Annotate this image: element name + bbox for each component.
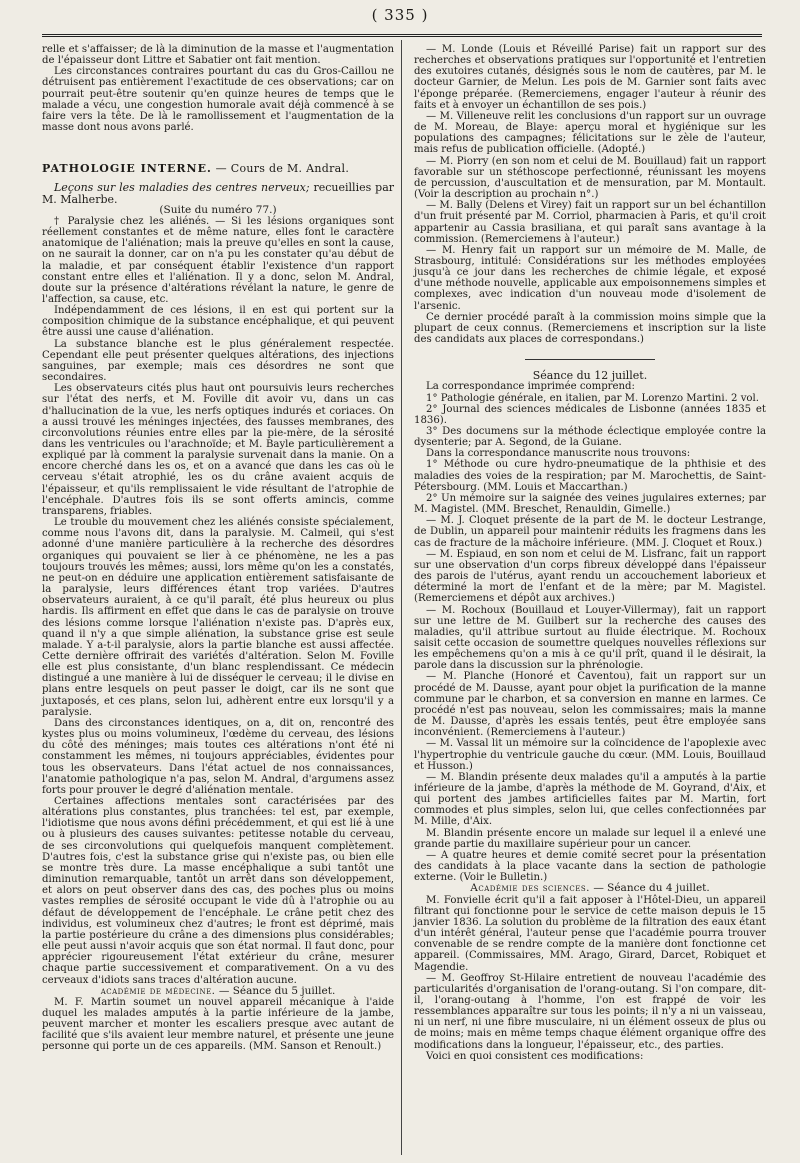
report-paragraph: — M. J. Cloquet présente de la part de M. le docteur Lestrange, de Dublin, un appareil pour maintenir réduits les fragmens dans les cas de fracture de la mâchoire inférieure. (MM. J. Cloquet et Roux.) — [414, 515, 766, 549]
academy-name: Académie des sciences. — [470, 882, 590, 895]
report-paragraph: — M. Piorry (en son nom et celui de M. Bouillaud) fait un rapport favorable sur un stéthoscope perfectionné, réunissant les moyens de percussion, d'auscultation et de mensuration, par M. Montault. (Voir la description au prochain n°.) — [414, 155, 766, 201]
report-paragraph: — M. Londe (Louis et Réveillé Parise) fait un rapport sur des recherches et observations pratiques sur l'opportunité et l'entretien des exutoires cutanés, désignés sous le nom de cautères, par M. le docteur Garnier, de Melun. Les pois de M. Garnier sont faits avec l'éponge préparée. (Remerciemens, engager l'auteur à réunir des faits et à envoyer un échantillon de ses pois.) — [414, 44, 766, 111]
section-title: PATHOLOGIE INTERNE. — [42, 162, 212, 176]
suite-note: (Suite du numéro 77.) — [159, 203, 277, 216]
report-paragraph: — M. Espiaud, en son nom et celui de M. Lisfranc, fait un rapport sur une observation d'un corps fibreux développé dans l'épaisseur des parois de l'utérus, ayant rendu un accouchement laborieux et déterminé la mort de l'enfant et de la mère; par M. Magistel. (Remerciemens et dépôt aux archives.) — [414, 548, 766, 605]
body-paragraph: La substance blanche est le plus généralement respectée. Cependant elle peut présenter quelques altérations, des injections sanguines, par exemple; mais ces désordres ne sont que secondaires. — [42, 338, 394, 384]
column-divider — [401, 40, 402, 1155]
report-paragraph: Dans la correspondance manuscrite nous trouvons: — [426, 448, 691, 460]
report-paragraph: M. Fonvielle écrit qu'il a fait apposer à l'Hôtel-Dieu, un appareil filtrant qui fonctionne pour le service de cette maison depuis le 15 janvier 1836. La solution du problème de la filtration des eaux étant d'un intérêt général, l'auteur pense que l'académie pourra trouver convenable de se rendre compte de la manière dont fonctionne cet appareil. (Commissaires, MM. Arago, Girard, Darcet, Robiquet et Magendie. — [414, 894, 766, 973]
body-paragraph: Le trouble du mouvement chez les aliénés consiste spécialement, comme nous l'avons dit, dans la paralysie. M. Calmeil, qui s'est adonné d'une manière particulière à la recherche des désordres organiques qui pouvaient se lier à ce phénomène, ne les a pas toujours trouvés les mêmes; aussi, lors même qu'on les a constatés, ne peut-on en déduire une application entièrement satisfaisante de la paralysie, leurs différences étant trop variées. D'autres observateurs auraient, à ce qu'il paraît, été plus heureux ou plus hardis. Ils affirment en effet que dans le cas de paralysie on trouve des lésions comme lorsque l'aliénation n'existe pas. D'après eux, quand il n'y a que simple aliénation, la substance grise est seule malade. Y a-t-il paralysie, alors la partie blanche est aussi affectée. Cette dernière offrirait des variétés d'altération. Selon M. Foville elle est plus consistante, d'un blanc resplendissant. Ce médecin distingué a une manière à lui de disséquer le cerveau; il le divise en plans entre lesquels on peut passer le doigt, car ils ne sont que juxtaposés, et ces plans, selon lui, adhèrent entre eux lorsqu'il y a paralysie. — [42, 517, 394, 718]
body-paragraph: Les observateurs cités plus haut ont poursuivis leurs recherches sur l'état des nerfs, et M. Foville dit avoir vu, dans un cas d'hallucination de la vue, les nerfs optiques indurés et coriaces. On a aussi trouvé les méninges injectées, des fausses membranes, des circonvolutions réunies entre elles par la pie-mère, de la sérosité dans les ventricules ou l'arachnoïde; et M. Bayle particulièrement a expliqué par là comment la paralysie survenait dans la manie. On a encore cherché dans les os, et on a avancé que dans les cas où le cerveau s'était atrophié, les os du crâne avaient acquis de l'épaisseur, et qu'ils remplissaient le vide résultant de l'atrophie de l'encéphale. D'autres fois ils se sont offerts amincis, comme transparens, friables. — [42, 383, 394, 517]
report-paragraph: — M. Bally (Delens et Virey) fait un rapport sur un bel échantillon d'un fruit présenté par M. Corriol, pharmacien à Paris, et qu'il croit appartenir au Cassia brasiliana, et qui paraît sans avantage à la commission. (Remerciemens à l'auteur.) — [414, 200, 766, 245]
academy-session: — Séance du 5 juillet. — [218, 984, 336, 997]
header-rule — [42, 34, 762, 37]
report-paragraph: — M. Vassal lit un mémoire sur la coïncidence de l'apoplexie avec l'hypertrophie du ventricule gauche du cœur. (MM. Louis, Bouillaud et Husson.) — [414, 738, 766, 772]
report-paragraph: M. Blandin présente encore un malade sur lequel il a enlevé une grande partie du maxillaire supérieur pour un cancer. — [414, 827, 766, 850]
academy-name: académie de médecine. — [100, 984, 216, 997]
academy-session: — Séance du 4 juillet. — [593, 882, 710, 895]
section-heading — [42, 163, 394, 174]
report-paragraph: — M. Planche (Honoré et Caventou), fait un rapport sur un procédé de M. Dausse, ayant pour objet la purification de la manne commune par le charbon, et sa conversion en manne en larmes. Ce procédé n'est pas nouveau, selon les commissaires; mais la manne de M. Dausse, d'après les essais tentés, peut être employée sans inconvénient. (Remerciemens à l'auteur.) — [414, 671, 766, 739]
report-paragraph: — A quatre heures et demie comité secret pour la présentation des candidats à la place vacante dans la section de pathologie externe. (Voir le Bulletin.) — [414, 849, 766, 884]
right-column — [414, 44, 766, 1062]
seance-heading: Séance du 12 juillet. — [532, 369, 648, 383]
intro-paragraph: Les circonstances contraires pourtant du cas du Gros-Caillou ne détruisent pas entièrement l'exactitude de ces observations; car on pourrait peut-être soutenir qu'en quinze heures de temps que le malade a vécu, une congestion humorale avait déjà commencé à se faire vers la tête. De là le ramollissement et l'augmentation de la masse dont nous avons parlé. — [42, 66, 394, 134]
report-paragraph: 2° Journal des sciences médicales de Lisbonne (années 1835 et 1836). — [414, 403, 766, 426]
intro-paragraph: relle et s'affaisser; de là la diminution de la masse et l'augmentation de l'épaisseur dont Littre et Sabatier ont fait mention. — [42, 44, 394, 67]
report-paragraph: — M. Rochoux (Bouillaud et Louyer-Villermay), fait un rapport sur une lettre de M. Guilbert sur la recherche des causes des maladies, qu'il attribue surtout au fluide électrique. M. Rochoux saisit cette occasion de soumettre quelques nouvelles réflexions sur les empêchemens qu'on a mis à ce qu'il prît, quand il le désirait, la parole dans la discussion sur la phrénologie. — [414, 604, 766, 672]
academy-heading — [414, 883, 766, 894]
report-paragraph: 1° Pathologie générale, en italien, par M. Lorenzo Martini. 2 vol. — [426, 392, 759, 404]
lecture-title: Leçons sur les maladies des centres nerveux; — [54, 181, 310, 195]
section-course: — Cours de M. Andral. — [215, 162, 350, 176]
lecture-author: recueillies par M. Malherbe. — [42, 181, 395, 206]
lecture-title-line — [42, 182, 394, 204]
report-paragraph: — M. Blandin présente deux malades qu'il a amputés à la partie inférieure de la jambe, d'après la méthode de M. Goyrand, d'Aix, et qui portent des jambes artificielles faites par M. Martin, fort commodes et plus simples, selon lui, que celles confectionnées par M. Mille, d'Aix. — [414, 771, 766, 828]
report-paragraph: Ce dernier procédé paraît à la commission moins simple que la plupart de ceux connus. (Remerciemens et inscription sur la liste des candidats aux places de correspondans.) — [414, 311, 766, 346]
report-paragraph: 3° Des documens sur la méthode éclectique employée contre la dysenterie; par A. Segond, de la Guiane. — [414, 426, 766, 449]
report-paragraph: — M. Villeneuve relit les conclusions d'un rapport sur un ouvrage de M. Moreau, de Blaye: aperçu moral et hygiénique sur les populations des campagnes; félicitations sur le zèle de l'auteur, mais refus de publication officielle. (Adopté.) — [414, 110, 766, 156]
academy-heading — [42, 986, 394, 997]
report-paragraph: 2° Un mémoire sur la saignée des veines jugulaires externes; par M. Magistel. (MM. Breschet, Renauldin, Gimelle.) — [414, 492, 766, 516]
report-paragraph: 1° Méthode ou cure hydro-pneumatique de la phthisie et des maladies des voies de la respiration; par M. Marochettis, de Saint-Pétersbourg. (MM. Louis et Maccarthan.) — [414, 459, 766, 493]
academy-paragraph: M. F. Martin soumet un nouvel appareil mécanique à l'aide duquel les malades amputés à la partie inférieure de la jambe, peuvent marcher et monter les escaliers presque avec autant de facilité que s'ils avaient leur membre naturel, et présente une jeune personne qui porte un de ces appareils. (MM. Sanson et Renoult.) — [42, 996, 394, 1053]
section-divider — [525, 359, 655, 360]
report-paragraph: La correspondance imprimée comprend: — [426, 381, 635, 393]
report-paragraph: — M. Henry fait un rapport sur un mémoire de M. Malle, de Strasbourg, intitulé: Considérations sur les méthodes employées jusqu'à ce jour dans les recherches de chimie légale, et exposé d'une méthode nouvelle, applicable aux empoisonnemens simples et complexes, avec indication d'un nouveau mode d'isolement de l'arsenic. — [414, 244, 766, 312]
page-number: ( 335 ) — [371, 6, 429, 24]
body-paragraph: Indépendamment de ces lésions, il en est qui portent sur la composition chimique de la substance encéphalique, et qui peuvent être aussi une cause d'aliénation. — [42, 305, 394, 339]
left-column — [42, 44, 394, 1053]
report-paragraph: — M. Geoffroy St-Hilaire entretient de nouveau l'académie des particularités d'organisation de l'orang-outang. Si l'on compare, dit-il, l'orang-outang à l'homme, l'on est frappé de voir les ressemblances apparaître sur tous les points; il n'y a ni un vaisseau, ni un nerf, ni une fibre musculaire, ni un élément osseux de plus ou de moins; mais en même temps chaque élément organique offre des modifications dans la longueur, l'épaisseur, etc., des parties. — [414, 972, 766, 1051]
body-paragraph: Dans des circonstances identiques, on a, dit on, rencontré des kystes plus ou moins volumineux, l'œdème du cerveau, des lésions du côté des méninges; mais toutes ces altérations n'ont été ni constamment les mêmes, ni toujours appréciables, évidentes pour tous les observateurs. Dans l'état actuel de nos connaissances, l'anatomie pathologique n'a pas, selon M. Andral, d'argumens assez forts pour prouver le degré d'aliénation mentale. — [42, 717, 394, 796]
body-paragraph: Certaines affections mentales sont caractérisées par des altérations plus constantes, plus tranchées: tel est, par exemple, l'idiotisme que nous avons défini précédemment, et qui est lié à une ou à plusieurs des causes suivantes: petitesse notable du cerveau, de ses circonvolutions qui quelquefois manquent complètement. D'autres fois, c'est la substance grise qui n'existe pas, ou bien elle se montre très dure. La masse encéphalique a subi tantôt une diminution remarquable, tantôt un arrêt dans son développement, et alors on peut observer dans des cas, des poches plus ou moins vastes remplies de sérosité occupant le vide dû à l'atrophie ou au défaut de développement de l'encéphale. Le crâne petit chez des individus, est volumineux chez d'autres; le front est déprimé, mais la partie postérieure du crâne a des dimensions plus considérables; elle peut aussi n'avoir acquis que son état normal. Il faut donc, pour apprécier rigoureusement l'état extérieur du crâne, mesurer chaque partie successivement et comparativement. On a vu des cerveaux d'idiots sans traces d'altération aucune. — [42, 796, 394, 986]
body-paragraph: † Paralysie chez les aliénés. — Si les lésions organiques sont réellement constantes et de même nature, elles font le caractère anatomique de l'aliénation; mais la preuve qu'elles en sont la cause, on ne saurait la donner, car on n'a pu les constater qu'au début de la maladie, et par conséquent établir l'existence d'un rapport constant entre elles et l'aliénation. Il y a donc, selon M. Andral, doute sur la présence d'altérations révélant la nature, le genre de l'affection, sa cause, etc. — [42, 215, 394, 305]
report-paragraph: Voici en quoi consistent ces modifications: — [426, 1050, 644, 1062]
